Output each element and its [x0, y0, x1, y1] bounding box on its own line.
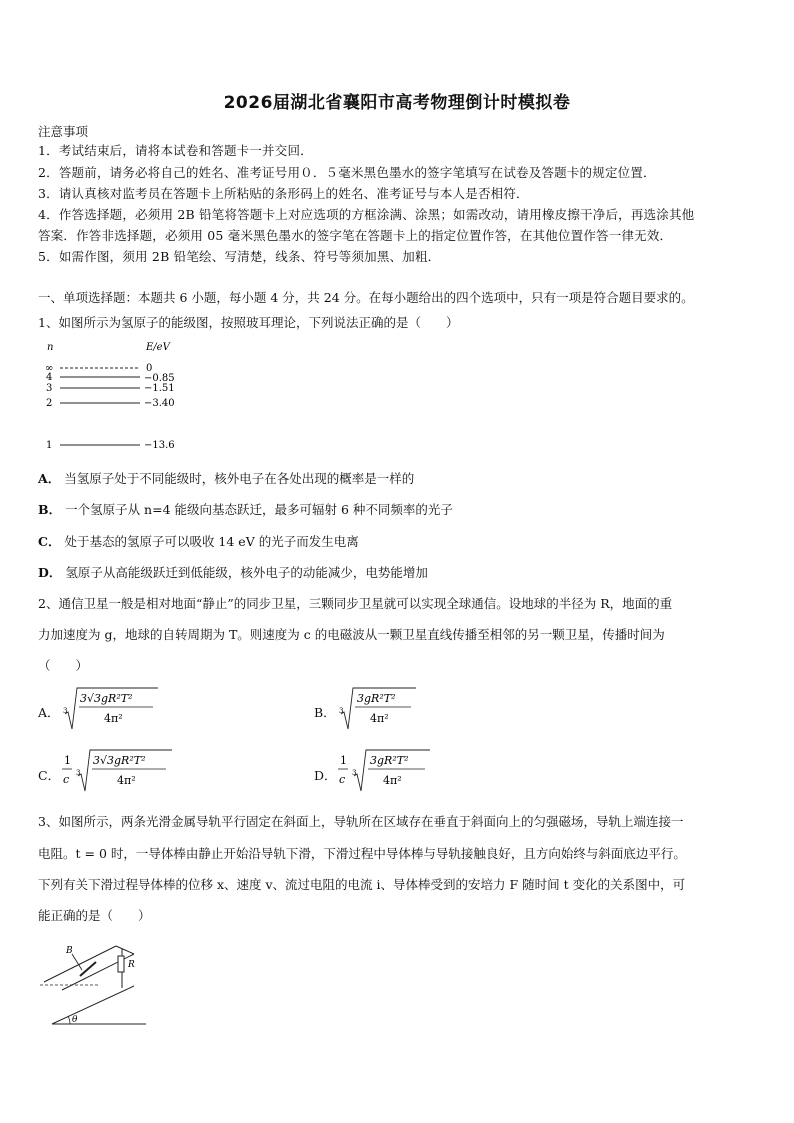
option-text: 氢原子从高能级跃迁到低能级，核外电子的动能减少，电势能增加 [65, 565, 428, 580]
denominator: 4π² [117, 774, 136, 787]
root-index: 3 [76, 769, 81, 777]
notice-item-4: 4．作答选择题，必须用 2B 铅笔将答题卡上对应选项的方框涂满、涂黑；如需改动，请用橡皮擦干净后，再选涂其他 [38, 207, 695, 222]
option-text: 当氢原子处于不同能级时，核外电子在各处出现的概率是一样的 [64, 471, 415, 486]
root-index: 3 [63, 707, 68, 715]
q1-option-d [38, 563, 428, 581]
q2-option-a-letter: A． [38, 705, 60, 720]
n-axis-label: n [47, 342, 54, 353]
level-n-4: 4 [46, 372, 53, 383]
q2-option-d-letter: D． [314, 768, 337, 783]
option-letter: C． [38, 534, 61, 549]
q2-stem-line2: 力加速度为 g，地球的自转周期为 T。则速度为 c 的电磁波从一颗卫星直线传播至相邻的另一颗卫星，传播时间为 [38, 627, 665, 642]
q1-option-b [38, 500, 453, 518]
level-e-2: −3.40 [144, 398, 175, 409]
level-e-3: −1.51 [144, 383, 175, 394]
level-n-2: 2 [46, 398, 53, 409]
page-title: 2026届湖北省襄阳市高考物理倒计时模拟卷 [223, 93, 571, 113]
root-index: 3 [339, 707, 344, 715]
q3-stem-line1: 3、如图所示，两条光滑金属导轨平行固定在斜面上，导轨所在区域存在垂直于斜面向上的匀强磁场，导轨上端连接一 [38, 814, 684, 829]
q1-stem: 1、如图所示为氢原子的能级图，按照玻耳理论，下列说法正确的是（ ） [38, 315, 459, 330]
level-n-3: 3 [46, 383, 53, 394]
resistor-label: R [128, 960, 135, 970]
option-letter: B． [38, 502, 62, 517]
coef-denominator: c [63, 773, 70, 786]
angle-label: θ [72, 1015, 78, 1025]
b-field-label: B [66, 946, 73, 956]
q1-option-a [38, 469, 414, 487]
numerator: 3gR²T² [370, 754, 409, 767]
option-text: 一个氢原子从 n=4 能级向基态跃迁，最多可辐射 6 种不同频率的光子 [65, 502, 453, 517]
q2-option-c-letter: C． [38, 768, 61, 783]
notice-item-3: 3．请认真核对监考员在答题卡上所粘贴的条形码上的姓名、准考证号与本人是否相符． [38, 186, 529, 201]
level-e-1: −13.6 [144, 440, 175, 451]
denominator: 4π² [383, 774, 402, 787]
incline-surface [52, 986, 134, 1024]
root-index: 3 [352, 769, 357, 777]
rail-top-join [116, 946, 134, 954]
q2-option-b-formula [336, 684, 426, 734]
notice-item-5: 5．如需作图，须用 2B 铅笔绘、写清楚，线条、符号等须加黑、加粗． [38, 249, 441, 264]
coef-denominator: c [339, 773, 346, 786]
option-text: 处于基态的氢原子可以吸收 14 eV 的光子而发生电离 [64, 534, 359, 549]
q1-option-c [38, 532, 359, 550]
numerator: 3gR²T² [357, 692, 396, 705]
q2-option-d-formula [336, 746, 436, 796]
level-n-1: 1 [46, 440, 53, 451]
resistor [118, 956, 124, 972]
level-e-4: −0.85 [144, 373, 175, 384]
coef-numerator: 1 [64, 754, 71, 767]
notice-item-4-cont: 答案．作答非选择题，必须用 05 毫米黑色墨水的签字笔在答题卡上的指定位置作答，在其他位置作答一律无效． [38, 228, 673, 243]
energy-axis-label: E/eV [146, 342, 170, 353]
q2-option-a-formula [60, 684, 160, 734]
level-n-inf: ∞ [45, 363, 54, 374]
denominator: 4π² [104, 712, 123, 725]
option-letter: D． [38, 565, 62, 580]
level-e-inf: 0 [146, 363, 153, 374]
q2-stem-line3: （ ） [38, 658, 89, 673]
rail-lower [44, 946, 116, 982]
notice-item-1: 1．考试结束后，请将本试卷和答题卡一并交回． [38, 143, 313, 158]
q3-stem-line4: 能正确的是（ ） [38, 908, 151, 923]
angle-arc [68, 1016, 70, 1024]
q3-stem-line3: 下列有关下滑过程导体棒的位移 x、速度 v、流过电阻的电流 i、导体棒受到的安培力 F 随时间 t 变化的关系图中，可 [38, 877, 686, 892]
notice-heading: 注意事项 [38, 124, 89, 139]
notice-item-2: 2．答题前，请务必将自己的姓名、准考证号用０．５毫米黑色墨水的签字笔填写在试卷及答题卡的规定位置． [38, 165, 656, 180]
section-heading: 一、单项选择题：本题共 6 小题，每小题 4 分，共 24 分。在每小题给出的四个选项中，只有一项是符合题目要求的。 [38, 290, 694, 305]
q2-option-c-formula [60, 746, 178, 796]
coef-numerator: 1 [340, 754, 347, 767]
denominator: 4π² [370, 712, 389, 725]
q2-option-b-letter: B． [314, 705, 336, 720]
numerator: 3√3gR²T² [80, 692, 133, 705]
q3-stem-line2: 电阻。t = 0 时，一导体棒由静止开始沿导轨下滑，下滑过程中导体棒与导轨接触良好，且方向始终与斜面底边平行。 [38, 846, 686, 861]
energy-level-diagram [38, 338, 208, 456]
option-letter: A． [38, 471, 61, 486]
incline-rail-diagram [38, 938, 148, 1030]
numerator: 3√3gR²T² [93, 754, 146, 767]
q2-stem-line1: 2、通信卫星一般是相对地面“静止”的同步卫星，三颗同步卫星就可以实现全球通信。设地球的半径为 R，地面的重 [38, 596, 673, 611]
